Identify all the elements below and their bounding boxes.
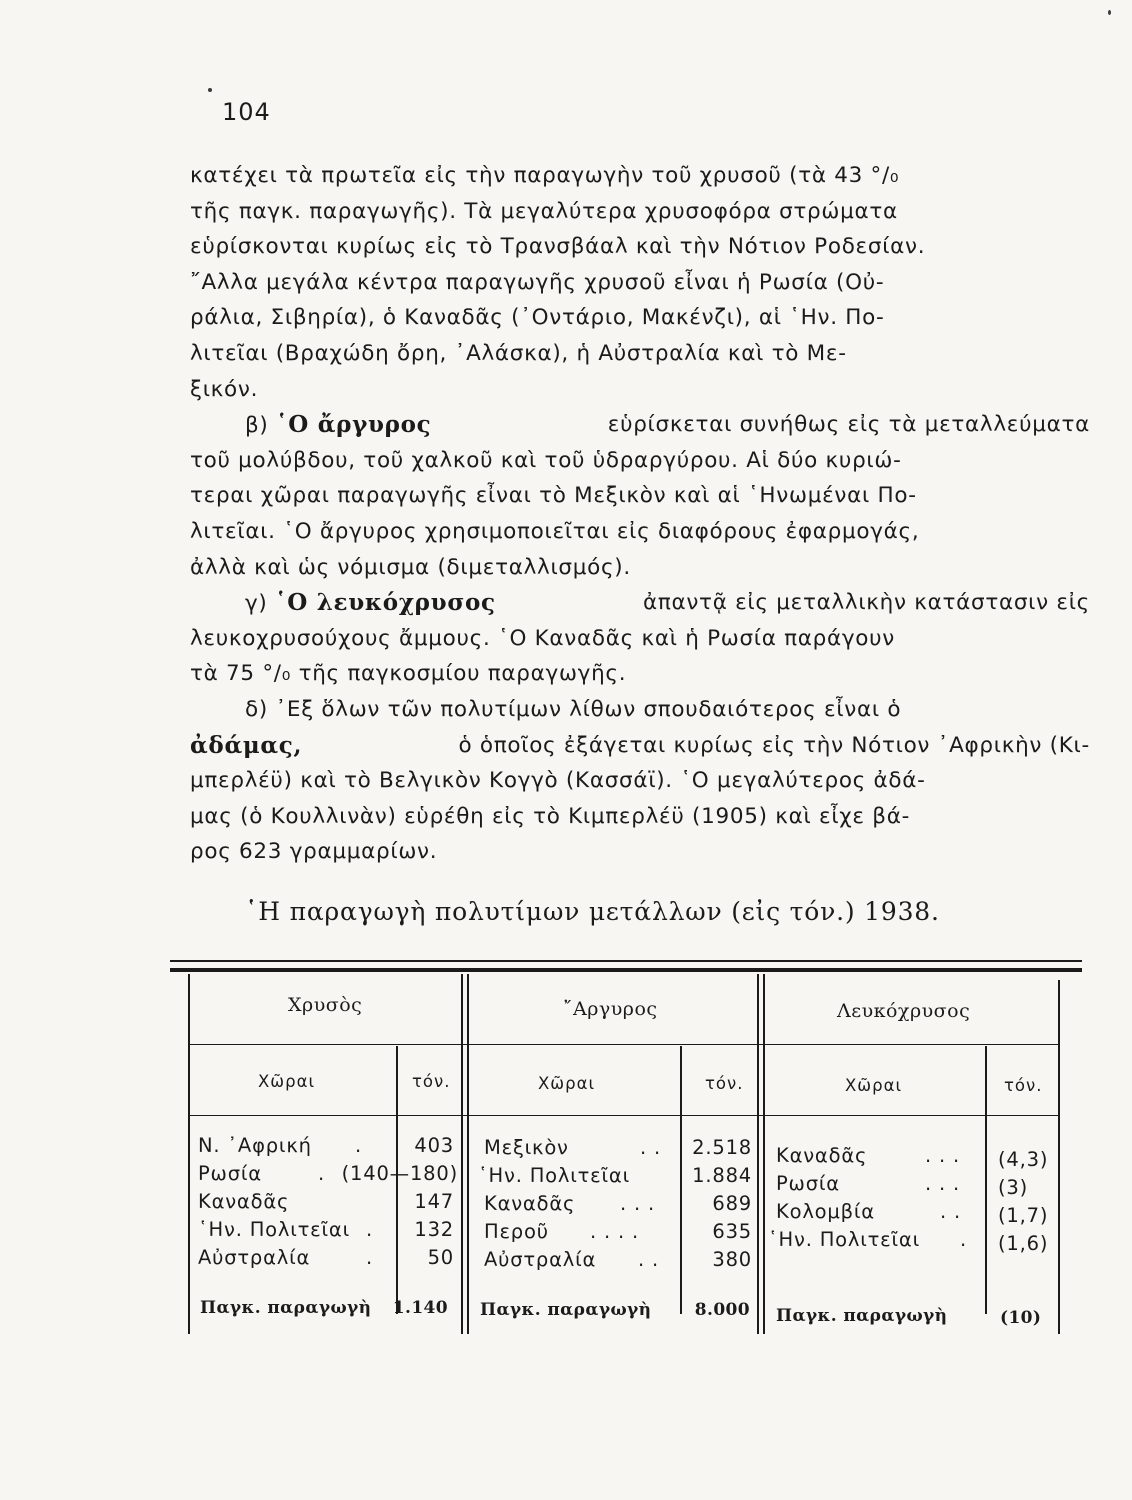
table-top-rule	[170, 968, 1082, 972]
table-dots: . . . .	[590, 1220, 639, 1243]
col-header-platinum: Λευκόχρυσος	[837, 1000, 971, 1022]
table-cell-tons: 50	[427, 1246, 454, 1269]
column-divider	[461, 974, 463, 1334]
table-cell-country: ῾Ην. Πολιτεῖαι	[198, 1218, 350, 1241]
text-line: τοῦ μολύβδου, τοῦ χαλκοῦ καὶ τοῦ ὑδραργύρου. Αἱ δύο κυριώ-	[190, 447, 902, 473]
subheader-countries: Χῶραι	[538, 1074, 596, 1093]
table-cell-country: Μεξικὸν	[484, 1136, 569, 1159]
production-table	[170, 960, 1090, 1360]
table-dots: . . .	[925, 1144, 960, 1167]
header-rule	[188, 1044, 1060, 1045]
body-text	[190, 158, 1090, 870]
text-line: λιτεῖαι. ῾Ο ἄργυρος χρησιμοποιεῖται εἰς διαφόρους ἐφαρμογάς,	[190, 518, 920, 544]
table-cell-tons: (4,3)	[998, 1148, 1049, 1171]
subheader-countries: Χῶραι	[845, 1076, 903, 1095]
text-line: β) ῾Ο ἄργυρος εὑρίσκεται συνήθως εἰς τὰ μεταλλεύματα	[190, 407, 1090, 443]
subheader-tons: τόν.	[412, 1072, 451, 1091]
table-cell-tons: 1.884	[692, 1164, 752, 1187]
table-cell-country: Ρωσία	[198, 1162, 262, 1185]
table-dots: .	[960, 1228, 967, 1251]
table-cell-tons: 635	[712, 1220, 752, 1243]
column-divider	[467, 974, 469, 1334]
table-cell-tons: 147	[414, 1190, 454, 1213]
bold-term-platinum: ῾Ο λευκόχρυσος	[275, 589, 496, 617]
text-line: εὑρίσκονται κυρίως εἰς τὸ Τρανσβάαλ καὶ τὴν Νότιον Ροδεσίαν.	[190, 234, 926, 260]
table-total-label: Παγκ. παραγωγὴ	[776, 1306, 948, 1326]
table-cell-country: ῾Ην. Πολιτεῖαι	[768, 1228, 920, 1251]
table-total-value: 8.000	[694, 1300, 750, 1320]
text-line: δ) ᾽Εξ ὅλων τῶν πολυτίμων λίθων σπουδαιότερος εἶναι ὁ	[245, 696, 902, 722]
scan-speck	[208, 88, 212, 92]
table-cell-country: Καναδᾶς	[776, 1144, 868, 1167]
table-dots: . .	[640, 1136, 661, 1159]
text-line: τεραι χῶραι παραγωγῆς εἶναι τὸ Μεξικὸν καὶ αἱ ῾Ηνωμέναι Πο-	[190, 483, 917, 509]
text-line: μπερλέϋ) καὶ τὸ Βελγικὸν Κογγὸ (Κασσάϊ). ῾Ο μεγαλύτερος ἀδά-	[190, 768, 926, 794]
col-header-silver: ῎Αργυρος	[563, 998, 658, 1020]
table-title: ῾Η παραγωγὴ πολυτίμων μετάλλων (εἰς τόν.) 1938.	[245, 897, 940, 926]
table-dots: . . .	[620, 1192, 655, 1215]
text-line: ρος 623 γραμμαρίων.	[190, 839, 438, 865]
subheader-tons: τόν.	[705, 1074, 744, 1093]
text-line: ῎Αλλα μεγάλα κέντρα παραγωγῆς χρυσοῦ εἶναι ἡ Ρωσία (Οὐ-	[190, 269, 885, 295]
text-line: γ) ῾Ο λευκόχρυσος ἀπαντᾷ εἰς μεταλλικὴν κατάστασιν εἰς	[190, 585, 1090, 621]
table-right-border	[1058, 980, 1060, 1334]
table-cell-tons: (3)	[998, 1176, 1029, 1199]
table-cell-country: Αὐστραλία	[484, 1248, 597, 1271]
table-dots: .	[366, 1218, 373, 1241]
table-cell-country: Κολομβία	[776, 1200, 875, 1223]
table-dots: . .	[940, 1200, 961, 1223]
table-total-label: Παγκ. παραγωγὴ	[480, 1300, 652, 1320]
table-total-value: 1.140	[392, 1298, 448, 1318]
bold-term-diamond: ἀδάμας,	[190, 731, 303, 759]
text-line: τὰ 75 °/₀ τῆς παγκοσμίου παραγωγῆς.	[190, 661, 627, 687]
text-line: ξικόν.	[190, 376, 259, 402]
text-line: ράλια, Σιβηρία), ὁ Καναδᾶς (᾽Οντάριο, Μακένζι), αἱ ῾Ην. Πο-	[190, 305, 885, 331]
text-line: λιτεῖαι (Βραχώδη ὄρη, ᾽Αλάσκα), ἡ Αὐστραλία καὶ τὸ Με-	[190, 340, 847, 366]
col-header-gold: Χρυσὸς	[288, 994, 363, 1016]
page-number: 104	[222, 98, 271, 126]
column-divider	[763, 974, 765, 1334]
table-dots: .	[355, 1134, 362, 1157]
text-line: ἀλλὰ καὶ ὡς νόμισμα (διμεταλλισμός).	[190, 554, 631, 580]
table-dots: . . .	[925, 1172, 960, 1195]
table-left-border	[188, 974, 190, 1334]
table-cell-country: ῾Ην. Πολιτεῖαι	[478, 1164, 630, 1187]
table-dots: .	[366, 1246, 373, 1269]
text-line: τῆς παγκ. παραγωγῆς). Τὰ μεγαλύτερα χρυσοφόρα στρώματα	[190, 198, 898, 224]
column-divider	[757, 974, 759, 1334]
table-cell-tons: (1,7)	[998, 1204, 1049, 1227]
table-cell-country: Καναδᾶς	[484, 1192, 576, 1215]
text-line: ἀδάμας, ὁ ὁποῖος ἐξάγεται κυρίως εἰς τὴν Νότιον ᾽Αφρικὴν (Κι-	[190, 728, 1090, 764]
tons-divider	[985, 1046, 987, 1314]
table-cell-country: Ρωσία	[776, 1172, 840, 1195]
subheader-rule	[188, 1115, 1060, 1116]
text-line: μας (ὁ Κουλλινὰν) εὑρέθη εἰς τὸ Κιμπερλέϋ (1905) καὶ εἶχε βά-	[190, 803, 911, 829]
bold-term-silver: ῾Ο ἄργυρος	[276, 411, 432, 439]
table-cell-tons: 132	[414, 1218, 454, 1241]
table-cell-country: Ν. ᾽Αφρική	[198, 1134, 312, 1157]
scan-speck	[1108, 10, 1111, 15]
subheader-tons: τόν.	[1004, 1076, 1043, 1095]
table-dots: .	[318, 1162, 325, 1185]
table-cell-tons: 403	[414, 1134, 454, 1157]
table-cell-tons: (1,6)	[998, 1232, 1049, 1255]
table-cell-tons: 689	[712, 1192, 752, 1215]
text-line: κατέχει τὰ πρωτεῖα εἰς τὴν παραγωγὴν τοῦ χρυσοῦ (τὰ 43 °/₀	[190, 163, 900, 188]
table-cell-tons: 2.518	[692, 1136, 752, 1159]
table-cell-tons: (140—180)	[341, 1162, 458, 1185]
table-top-rule	[170, 960, 1082, 962]
text-line: λευκοχρυσούχους ἄμμους. ῾Ο Καναδᾶς καὶ ἡ Ρωσία παράγουν	[190, 625, 896, 651]
table-cell-tons: 380	[712, 1248, 752, 1271]
subheader-countries: Χῶραι	[258, 1072, 316, 1091]
tons-divider	[680, 1046, 682, 1314]
table-total-value: (10)	[1000, 1308, 1042, 1328]
table-cell-country: Καναδᾶς	[198, 1190, 290, 1213]
table-cell-country: Αὐστραλία	[198, 1246, 311, 1269]
table-cell-country: Περοῦ	[484, 1220, 549, 1243]
table-dots: . .	[638, 1248, 659, 1271]
table-total-label: Παγκ. παραγωγὴ	[200, 1298, 372, 1318]
